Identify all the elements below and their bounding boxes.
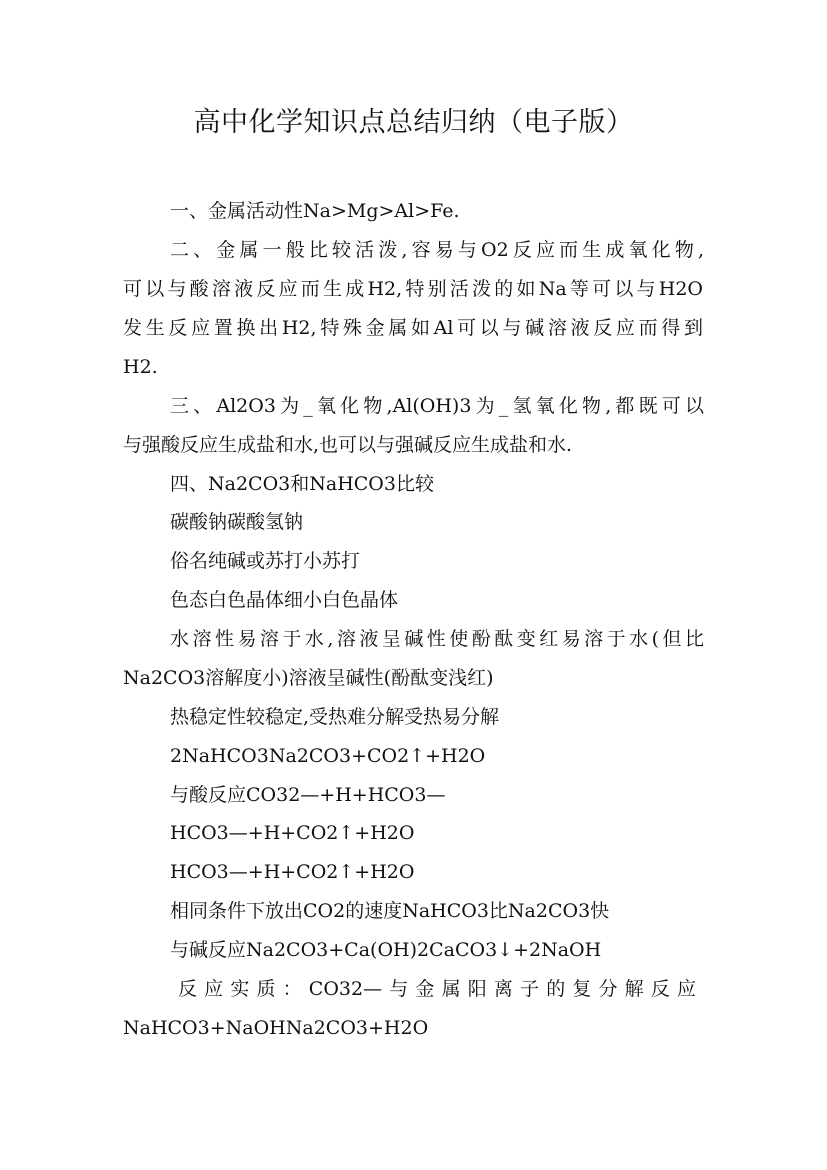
text-line-5: H2. — [123, 356, 158, 378]
text-line-19: 相同条件下放出CO2的速度NaHCO3比Na2CO3快 — [170, 900, 610, 922]
text-line-16: 与酸反应CO32—+H+HCO3— — [170, 784, 446, 806]
text-line-4: 发生反应置换出H2,特殊金属如Al可以与碱溶液反应而得到 — [123, 317, 703, 339]
document-title: 高中化学知识点总结归纳（电子版） — [193, 107, 634, 138]
text-line-11: 色态白色晶体细小白色晶体 — [170, 589, 399, 611]
text-line-1: 一、金属活动性Na>Mg>Al>Fe. — [170, 200, 460, 222]
text-line-7: 与强酸反应生成盐和水,也可以与强碱反应生成盐和水. — [123, 434, 573, 456]
text-line-18: HCO3—+H+CO2↑+H2O — [170, 861, 415, 883]
text-line-12: 水溶性易溶于水,溶液呈碱性使酚酞变红易溶于水(但比 — [170, 628, 704, 650]
text-line-8: 四、Na2CO3和NaHCO3比较 — [170, 473, 434, 495]
text-line-6: 三、Al2O3为_氧化物,Al(OH)3为_氢氧化物,都既可以 — [170, 395, 704, 417]
text-line-14: 热稳定性较稳定,受热难分解受热易分解 — [170, 706, 500, 728]
text-line-15: 2NaHCO3Na2CO3+CO2↑+H2O — [170, 745, 486, 767]
text-line-10: 俗名纯碱或苏打小苏打 — [170, 550, 361, 572]
text-line-21: 反应实质：CO32—与金属阳离子的复分解反应 — [178, 978, 696, 1000]
text-line-3: 可以与酸溶液反应而生成H2,特别活泼的如Na等可以与H2O — [123, 278, 703, 300]
text-line-13: Na2CO3溶解度小)溶液呈碱性(酚酞变浅红) — [123, 667, 494, 689]
text-line-22: NaHCO3+NaOHNa2CO3+H2O — [123, 1017, 429, 1039]
text-line-17: HCO3—+H+CO2↑+H2O — [170, 822, 415, 844]
text-line-2: 二、金属一般比较活泼,容易与O2反应而生成氧化物, — [170, 239, 704, 261]
text-line-20: 与碱反应Na2CO3+Ca(OH)2CaCO3↓+2NaOH — [170, 939, 602, 961]
text-line-9: 碳酸钠碳酸氢钠 — [170, 511, 304, 533]
